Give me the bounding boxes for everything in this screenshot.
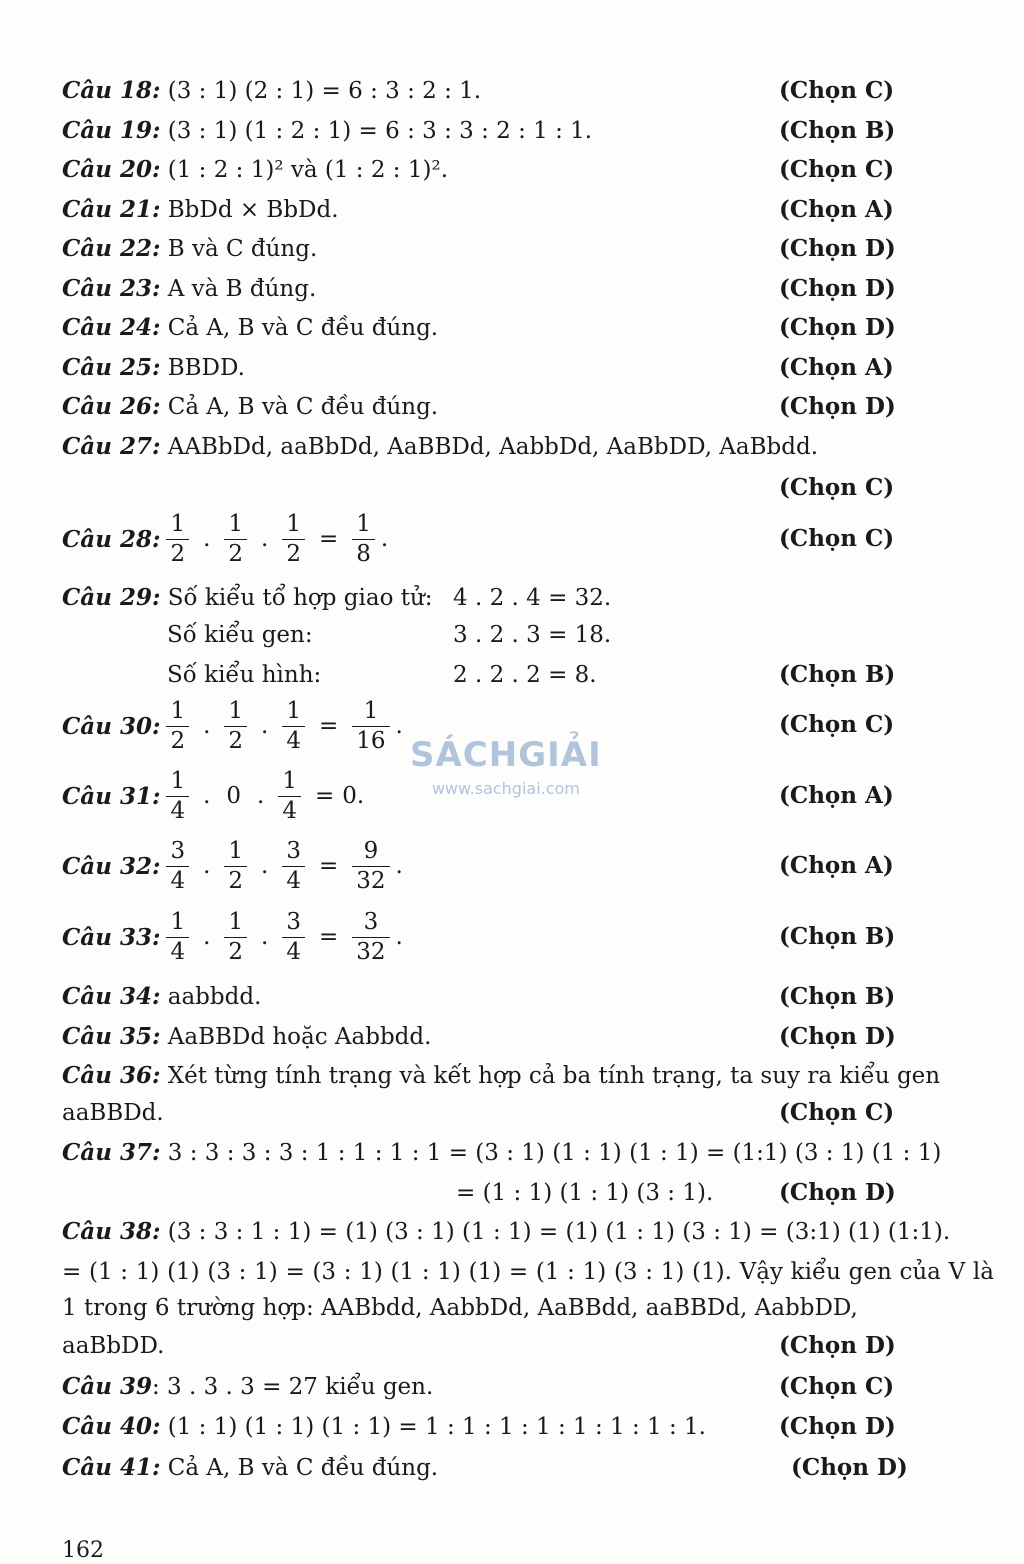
question-text-cont: = (1 : 1) (1 : 1) (3 : 1). — [456, 1180, 714, 1206]
question-37 — [62, 1139, 941, 1167]
question-36 — [62, 1062, 940, 1090]
value: 3 . 2 . 3 = 18. — [453, 622, 612, 648]
fraction: $\frac{3}{4}$ — [282, 840, 305, 893]
question-text: (1 : 2 : 1)² và (1 : 2 : 1)². — [160, 157, 449, 183]
question-19 — [62, 117, 592, 145]
question-label: Câu 36: — [62, 1062, 161, 1089]
fraction: $\frac{1}{2}$ — [282, 513, 305, 566]
question-text: Số kiểu tổ hợp giao tử: — [160, 585, 433, 611]
question-label: Câu 21: — [62, 196, 161, 223]
label: Số kiểu hình: — [167, 662, 322, 688]
page-number: 162 — [62, 1538, 104, 1563]
question-26 — [62, 393, 438, 421]
fraction-result: $\frac{1}{8}$ — [352, 513, 375, 566]
question-text: AABbDd, aaBbDd, AaBBDd, AabbDd, AaBbDD, AaBbdd. — [160, 434, 819, 460]
question-text: 3 : 3 : 3 : 3 : 1 : 1 : 1 : 1 = (3 : 1) (1 : 1) (1 : 1) = (1:1) (3 : 1) (1 : 1) — [160, 1140, 942, 1166]
question-label: Câu 35: — [62, 1023, 161, 1050]
question-text-cont: aaBbDD. — [62, 1333, 165, 1359]
answer-25: (Chọn A) — [779, 354, 894, 381]
watermark — [410, 735, 602, 798]
question-text: Cả A, B và C đều đúng. — [160, 394, 439, 420]
answer-21: (Chọn A) — [779, 196, 894, 223]
question-label: Câu 29: — [62, 584, 161, 611]
question-text: B và C đúng. — [160, 236, 318, 262]
answer-36: (Chọn C) — [779, 1099, 895, 1126]
watermark-logo: SÁCHGIẢI — [410, 735, 602, 775]
fraction-result: $\frac{1}{16}$ — [352, 700, 389, 753]
fraction: $\frac{1}{4}$ — [278, 770, 301, 823]
answer-31: (Chọn A) — [779, 782, 894, 809]
value: 4 . 2 . 4 = 32. — [453, 585, 612, 611]
question-34 — [62, 983, 261, 1011]
question-text: (3 : 1) (1 : 2 : 1) = 6 : 3 : 3 : 2 : 1 : 1. — [160, 118, 593, 144]
answer-38: (Chọn D) — [779, 1332, 896, 1359]
watermark-url: www.sachgiai.com — [431, 779, 580, 798]
answer-40: (Chọn D) — [779, 1413, 896, 1440]
question-40 — [62, 1413, 706, 1441]
question-label: Câu 26: — [62, 393, 161, 420]
answer-34: (Chọn B) — [779, 983, 896, 1010]
answer-39: (Chọn C) — [779, 1373, 895, 1400]
answer-33: (Chọn B) — [779, 923, 896, 950]
question-text-cont: aaBBDd. — [62, 1100, 164, 1126]
fraction: $\frac{1}{2}$ — [166, 513, 189, 566]
question-text: BbDd × BbDd. — [160, 197, 339, 223]
question-33: Câu 33: $\frac{1}{4}$ . $\frac{1}{2}$ . $\frac{3}{4}$ = $\frac{3}{32}$ . — [62, 908, 403, 965]
fraction: $\frac{1}{4}$ — [166, 770, 189, 823]
answer-28: (Chọn C) — [779, 525, 895, 552]
question-label: Câu 28: — [62, 525, 161, 553]
question-32: Câu 32: $\frac{3}{4}$ . $\frac{1}{2}$ . $\frac{3}{4}$ = $\frac{9}{32}$ . — [62, 837, 403, 894]
answer-26: (Chọn D) — [779, 393, 896, 420]
question-label: Câu 23: — [62, 275, 161, 302]
question-text-cont: = (1 : 1) (1) (3 : 1) = (3 : 1) (1 : 1) (1) = (1 : 1) (3 : 1) (1). Vậy kiểu gen của V là 1 trong 6 trường hợp: AABbdd, AabbDd, AaBBdd, aaBBDd, AabbDD, — [62, 1259, 994, 1321]
question-label: Câu 27: — [62, 433, 161, 460]
question-text: Xét từng tính trạng và kết hợp cả ba tính trạng, ta suy ra kiểu gen — [160, 1063, 941, 1089]
question-text: Cả A, B và C đều đúng. — [160, 1455, 439, 1481]
question-label: Câu 34: — [62, 983, 161, 1010]
answer-37: (Chọn D) — [779, 1179, 896, 1206]
answer-29: (Chọn B) — [779, 661, 896, 688]
answer-35: (Chọn D) — [779, 1023, 896, 1050]
question-label: Câu 40: — [62, 1413, 161, 1440]
question-label: Câu 31: — [62, 782, 161, 810]
answer-22: (Chọn D) — [779, 235, 896, 262]
question-28: Câu 28: $\frac{1}{2}$ . $\frac{1}{2}$ . $\frac{1}{2}$ = $\frac{1}{8}$ . — [62, 510, 389, 567]
fraction-result: $\frac{3}{32}$ — [352, 911, 389, 964]
question-23 — [62, 275, 316, 303]
question-21 — [62, 196, 339, 224]
question-label: Câu 20: — [62, 156, 161, 183]
question-30: Câu 30: $\frac{1}{2}$ . $\frac{1}{2}$ . $\frac{1}{4}$ = $\frac{1}{16}$ . — [62, 697, 403, 754]
question-20 — [62, 156, 448, 184]
question-label: Câu 24: — [62, 314, 161, 341]
fraction: $\frac{3}{4}$ — [282, 911, 305, 964]
fraction: $\frac{1}{4}$ — [282, 700, 305, 753]
question-38 — [62, 1218, 950, 1246]
question-label: Câu 30: — [62, 712, 161, 740]
answer-24: (Chọn D) — [779, 314, 896, 341]
question-label: Câu 32: — [62, 852, 161, 880]
answer-20: (Chọn C) — [779, 156, 895, 183]
fraction: $\frac{1}{4}$ — [166, 911, 189, 964]
fraction: $\frac{1}{2}$ — [224, 700, 247, 753]
question-label: Câu 19: — [62, 117, 161, 144]
answer-32: (Chọn A) — [779, 852, 894, 879]
answer-41: (Chọn D) — [791, 1454, 908, 1481]
fraction: $\frac{1}{2}$ — [224, 911, 247, 964]
question-label: Câu 41: — [62, 1454, 161, 1481]
fraction: $\frac{3}{4}$ — [166, 840, 189, 893]
value: 2 . 2 . 2 = 8. — [453, 662, 597, 688]
label: Số kiểu gen: — [167, 622, 313, 648]
fraction-result: $\frac{9}{32}$ — [352, 840, 389, 893]
question-text: (3 : 1) (2 : 1) = 6 : 3 : 2 : 1. — [160, 78, 482, 104]
question-text: AaBBDd hoặc Aabbdd. — [160, 1024, 432, 1050]
question-text: (1 : 1) (1 : 1) (1 : 1) = 1 : 1 : 1 : 1 : 1 : 1 : 1 : 1. — [160, 1414, 706, 1440]
answer-23: (Chọn D) — [779, 275, 896, 302]
fraction: $\frac{1}{2}$ — [224, 840, 247, 893]
answer-18: (Chọn C) — [779, 77, 895, 104]
question-24 — [62, 314, 438, 342]
question-label: Câu 25: — [62, 354, 161, 381]
question-label: Câu 39 — [62, 1373, 152, 1400]
question-text: (3 : 3 : 1 : 1) = (1) (3 : 1) (1 : 1) = (1) (1 : 1) (3 : 1) = (3:1) (1) (1:1). — [160, 1219, 951, 1245]
question-27 — [62, 433, 818, 461]
question-label: Câu 22: — [62, 235, 161, 262]
question-29 — [62, 584, 433, 612]
question-39 — [62, 1373, 433, 1401]
fraction: $\frac{1}{2}$ — [166, 700, 189, 753]
question-text: : 3 . 3 . 3 = 27 kiểu gen. — [151, 1374, 434, 1400]
question-31: Câu 31: $\frac{1}{4}$ . 0 . $\frac{1}{4}$ = 0. — [62, 767, 365, 824]
fraction: $\frac{1}{2}$ — [224, 513, 247, 566]
question-18 — [62, 77, 481, 105]
answer-27: (Chọn C) — [779, 474, 895, 501]
question-text: aabbdd. — [160, 984, 262, 1010]
question-text: Cả A, B và C đều đúng. — [160, 315, 439, 341]
question-22 — [62, 235, 317, 263]
question-35 — [62, 1023, 431, 1051]
question-label: Câu 37: — [62, 1139, 161, 1166]
answer-30: (Chọn C) — [779, 711, 895, 738]
question-label: Câu 33: — [62, 923, 161, 951]
question-label: Câu 38: — [62, 1218, 161, 1245]
question-41 — [62, 1454, 438, 1482]
question-text: A và B đúng. — [160, 276, 317, 302]
question-25 — [62, 354, 245, 382]
answer-19: (Chọn B) — [779, 117, 896, 144]
question-text: BBDD. — [160, 355, 245, 381]
question-label: Câu 18: — [62, 77, 161, 104]
